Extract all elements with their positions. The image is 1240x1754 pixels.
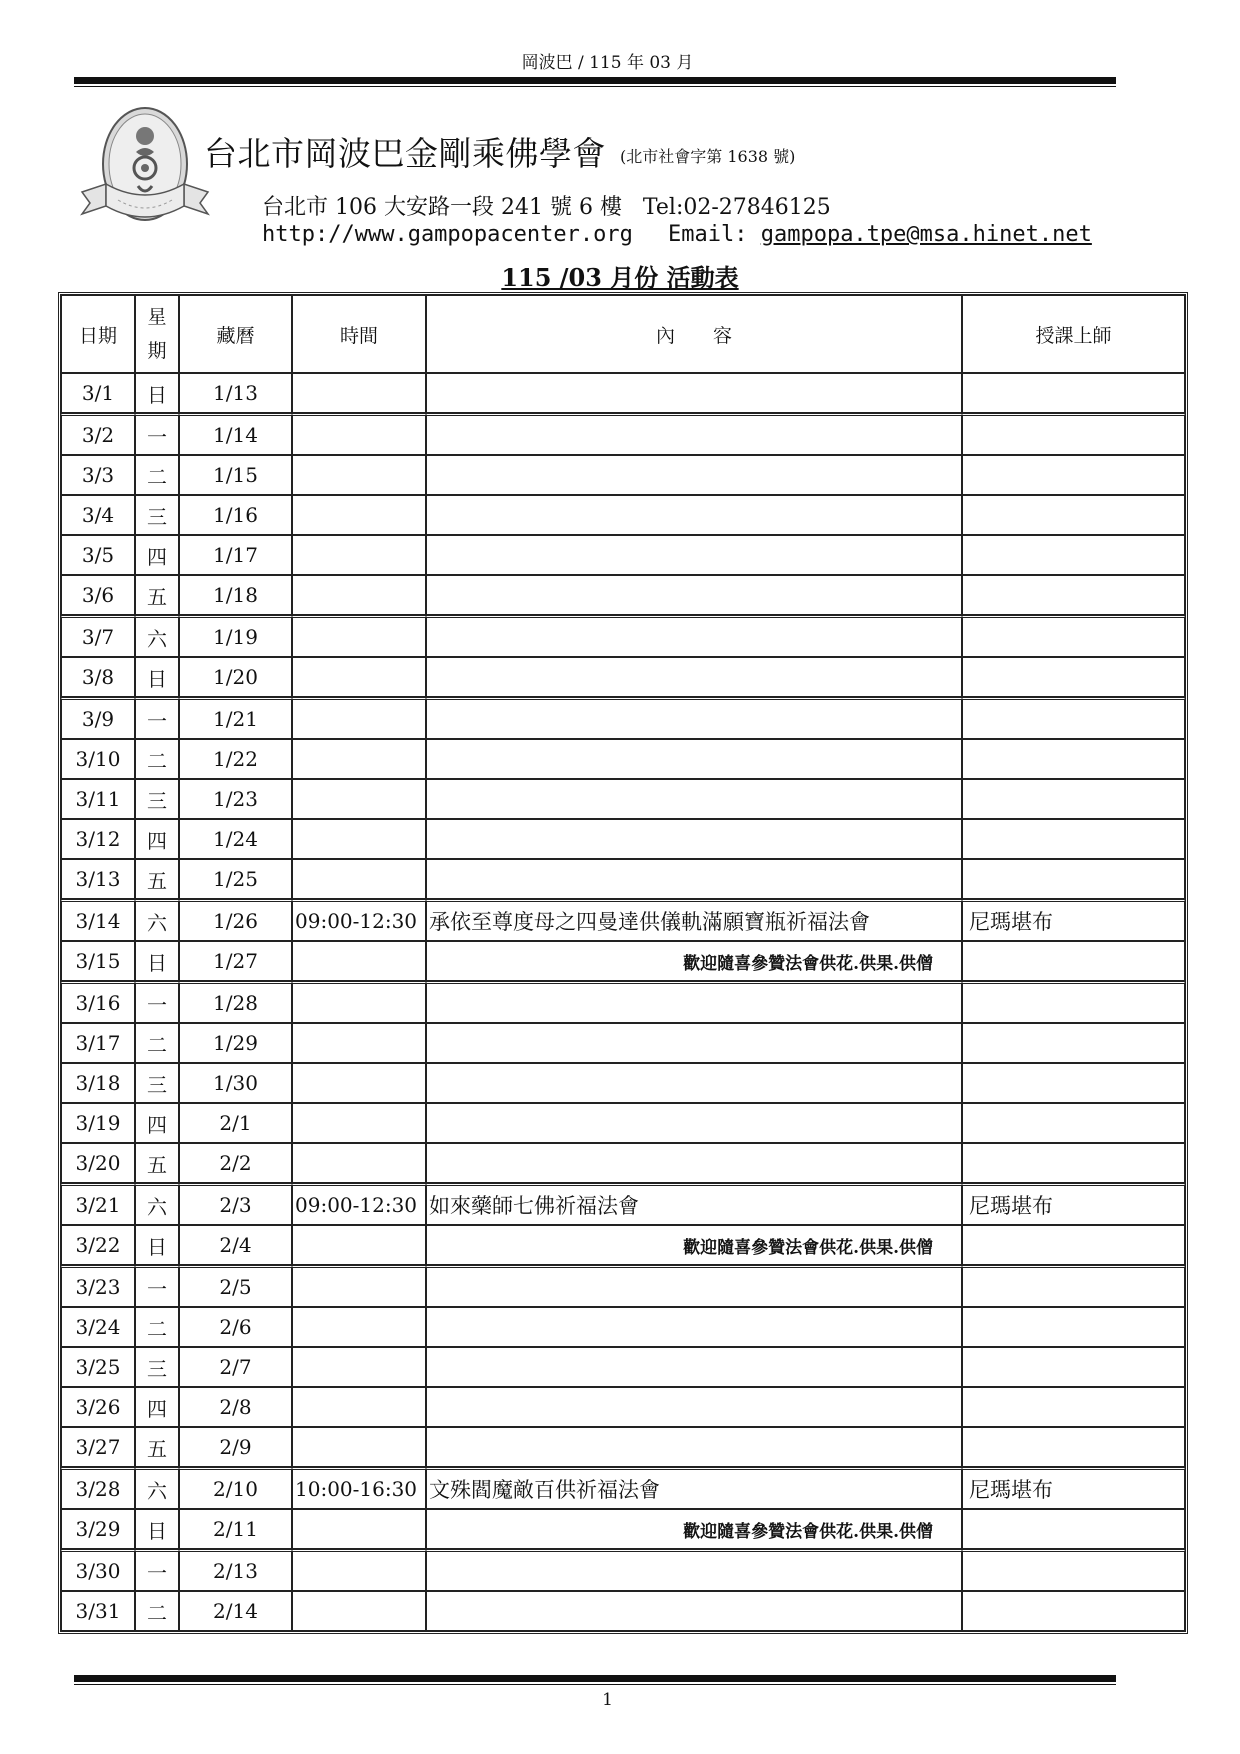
cell-time: [292, 1347, 426, 1387]
cell-date: 3/21: [61, 1183, 135, 1225]
cell-content: [426, 819, 962, 859]
cell-weekday: 一: [135, 413, 179, 455]
table-row: [61, 1225, 1185, 1265]
running-header: 岡波巴 / 115 年 03 月: [521, 53, 694, 73]
cell-teacher: [962, 739, 1185, 779]
cell-time: [292, 495, 426, 535]
table-row: [61, 941, 1185, 981]
col-header-weekday-bottom: 期: [147, 340, 167, 362]
cell-date: 3/31: [61, 1591, 135, 1631]
cell-weekday: 三: [135, 779, 179, 819]
cell-teacher: [962, 1063, 1185, 1103]
cell-teacher: 尼瑪堪布: [962, 899, 1185, 941]
schedule-title: [0, 258, 1240, 293]
table-row: [61, 1427, 1185, 1467]
cell-tibetan-date: 1/19: [179, 615, 292, 657]
cell-weekday: 二: [135, 455, 179, 495]
table-row: [61, 1549, 1185, 1591]
cell-content: 歡迎隨喜參贊法會供花.供果.供僧: [426, 1225, 962, 1265]
table-row: [61, 739, 1185, 779]
org-registration: (北市社會字第 1638 號): [620, 147, 796, 166]
cell-teacher: [962, 697, 1185, 739]
cell-date: 3/1: [61, 373, 135, 413]
cell-content: [426, 575, 962, 615]
cell-content: [426, 1549, 962, 1591]
cell-date: 3/8: [61, 657, 135, 697]
email-link[interactable]: gampopa.tpe@msa.hinet.net: [760, 222, 1092, 247]
cell-tibetan-date: 1/17: [179, 535, 292, 575]
cell-weekday: 六: [135, 1467, 179, 1509]
cell-weekday: 日: [135, 373, 179, 413]
cell-teacher: [962, 1023, 1185, 1063]
table-row: [61, 1103, 1185, 1143]
cell-tibetan-date: 2/14: [179, 1591, 292, 1631]
cell-date: 3/3: [61, 455, 135, 495]
cell-weekday: 三: [135, 495, 179, 535]
cell-content: [426, 1143, 962, 1183]
cell-teacher: [962, 1347, 1185, 1387]
cell-content: [426, 1307, 962, 1347]
cell-teacher: [962, 535, 1185, 575]
cell-content: [426, 739, 962, 779]
cell-content: [426, 495, 962, 535]
schedule-body: [61, 373, 1185, 1631]
table-row: [61, 413, 1185, 455]
cell-time: [292, 615, 426, 657]
cell-teacher: [962, 657, 1185, 697]
cell-teacher: [962, 1265, 1185, 1307]
cell-tibetan-date: 1/18: [179, 575, 292, 615]
table-row: [61, 1387, 1185, 1427]
cell-time: [292, 535, 426, 575]
table-row: [61, 859, 1185, 899]
cell-teacher: [962, 1549, 1185, 1591]
email-label: Email:: [668, 222, 761, 247]
table-row: [61, 899, 1185, 941]
table-row: [61, 1347, 1185, 1387]
cell-content: 歡迎隨喜參贊法會供花.供果.供僧: [426, 941, 962, 981]
cell-content: [426, 1591, 962, 1631]
cell-time: [292, 373, 426, 413]
cell-teacher: [962, 615, 1185, 657]
cell-tibetan-date: 2/5: [179, 1265, 292, 1307]
table-row: [61, 1063, 1185, 1103]
table-row: [61, 373, 1185, 413]
cell-teacher: [962, 373, 1185, 413]
cell-weekday: 日: [135, 941, 179, 981]
cell-weekday: 日: [135, 657, 179, 697]
cell-date: 3/24: [61, 1307, 135, 1347]
cell-tibetan-date: 2/13: [179, 1549, 292, 1591]
cell-date: 3/22: [61, 1225, 135, 1265]
cell-date: 3/30: [61, 1549, 135, 1591]
cell-tibetan-date: 1/24: [179, 819, 292, 859]
cell-content: [426, 615, 962, 657]
cell-tibetan-date: 1/27: [179, 941, 292, 981]
cell-time: [292, 1225, 426, 1265]
header-rule-thin: [74, 86, 1116, 87]
cell-weekday: 五: [135, 575, 179, 615]
cell-time: [292, 1143, 426, 1183]
cell-tibetan-date: 1/30: [179, 1063, 292, 1103]
cell-time: [292, 1549, 426, 1591]
cell-tibetan-date: 1/28: [179, 981, 292, 1023]
cell-content: [426, 1063, 962, 1103]
footer-rule: [74, 1675, 1116, 1682]
cell-tibetan-date: 2/10: [179, 1467, 292, 1509]
cell-content: 承依至尊度母之四曼達供儀軌滿願寶瓶祈福法會: [426, 899, 962, 941]
table-row: [61, 1591, 1185, 1631]
cell-content: [426, 779, 962, 819]
cell-tibetan-date: 2/3: [179, 1183, 292, 1225]
col-header-tibetan: 藏曆: [179, 295, 292, 373]
cell-weekday: 五: [135, 1427, 179, 1467]
cell-time: [292, 1591, 426, 1631]
cell-weekday: 二: [135, 1591, 179, 1631]
table-row: [61, 1143, 1185, 1183]
table-row: [61, 535, 1185, 575]
cell-tibetan-date: 2/2: [179, 1143, 292, 1183]
cell-teacher: [962, 1427, 1185, 1467]
cell-content: [426, 455, 962, 495]
table-header-row: [61, 295, 1185, 373]
col-header-weekday: [135, 295, 179, 373]
cell-date: 3/29: [61, 1509, 135, 1549]
cell-date: 3/4: [61, 495, 135, 535]
cell-time: [292, 739, 426, 779]
table-row: [61, 697, 1185, 739]
cell-content: [426, 535, 962, 575]
cell-tibetan-date: 1/20: [179, 657, 292, 697]
header-rule: [74, 77, 1116, 84]
cell-teacher: [962, 495, 1185, 535]
cell-date: 3/17: [61, 1023, 135, 1063]
cell-weekday: 四: [135, 1387, 179, 1427]
cell-weekday: 一: [135, 1265, 179, 1307]
cell-weekday: 六: [135, 1183, 179, 1225]
cell-time: 10:00-16:30: [292, 1467, 426, 1509]
cell-time: [292, 575, 426, 615]
cell-weekday: 一: [135, 1549, 179, 1591]
cell-teacher: [962, 859, 1185, 899]
cell-time: [292, 657, 426, 697]
dharma-seal-logo-icon: [78, 106, 212, 228]
col-header-time: 時間: [292, 295, 426, 373]
table-row: [61, 1265, 1185, 1307]
cell-time: [292, 1509, 426, 1549]
table-row: [61, 1509, 1185, 1549]
table-row: [61, 657, 1185, 697]
cell-time: [292, 859, 426, 899]
cell-time: [292, 941, 426, 981]
cell-tibetan-date: 1/21: [179, 697, 292, 739]
cell-time: [292, 1265, 426, 1307]
org-email: [668, 222, 1092, 247]
cell-time: [292, 1307, 426, 1347]
cell-tibetan-date: 1/13: [179, 373, 292, 413]
cell-content: [426, 697, 962, 739]
cell-weekday: 二: [135, 1307, 179, 1347]
cell-tibetan-date: 1/25: [179, 859, 292, 899]
cell-tibetan-date: 2/9: [179, 1427, 292, 1467]
cell-date: 3/23: [61, 1265, 135, 1307]
cell-content: [426, 1427, 962, 1467]
cell-time: 09:00-12:30: [292, 899, 426, 941]
cell-date: 3/9: [61, 697, 135, 739]
cell-teacher: [962, 1103, 1185, 1143]
table-row: [61, 981, 1185, 1023]
org-address-tel: 台北市 106 大安路一段 241 號 6 樓 Tel:02-27846125: [262, 195, 831, 220]
table-row: [61, 575, 1185, 615]
cell-content: [426, 1347, 962, 1387]
page-number: 1: [602, 1690, 613, 1710]
cell-weekday: 五: [135, 859, 179, 899]
cell-teacher: [962, 575, 1185, 615]
cell-date: 3/28: [61, 1467, 135, 1509]
table-row: [61, 615, 1185, 657]
cell-date: 3/16: [61, 981, 135, 1023]
schedule-title-text: 115 /03 月份 活動表: [501, 263, 739, 292]
cell-teacher: [962, 819, 1185, 859]
cell-weekday: 一: [135, 981, 179, 1023]
cell-time: 09:00-12:30: [292, 1183, 426, 1225]
cell-weekday: 二: [135, 739, 179, 779]
cell-content: [426, 1387, 962, 1427]
org-website[interactable]: http://www.gampopacenter.org: [262, 222, 633, 247]
table-row: [61, 1307, 1185, 1347]
cell-date: 3/6: [61, 575, 135, 615]
cell-date: 3/10: [61, 739, 135, 779]
cell-weekday: 五: [135, 1143, 179, 1183]
cell-tibetan-date: 2/7: [179, 1347, 292, 1387]
cell-teacher: [962, 779, 1185, 819]
cell-time: [292, 819, 426, 859]
cell-tibetan-date: 2/6: [179, 1307, 292, 1347]
cell-tibetan-date: 1/26: [179, 899, 292, 941]
cell-date: 3/2: [61, 413, 135, 455]
cell-teacher: [962, 1307, 1185, 1347]
cell-time: [292, 1103, 426, 1143]
cell-time: [292, 1427, 426, 1467]
cell-weekday: 四: [135, 1103, 179, 1143]
cell-time: [292, 455, 426, 495]
table-row: [61, 779, 1185, 819]
cell-content: [426, 1023, 962, 1063]
cell-time: [292, 413, 426, 455]
cell-date: 3/12: [61, 819, 135, 859]
cell-content: 歡迎隨喜參贊法會供花.供果.供僧: [426, 1509, 962, 1549]
cell-tibetan-date: 2/1: [179, 1103, 292, 1143]
cell-content: [426, 413, 962, 455]
table-row: [61, 1467, 1185, 1509]
cell-tibetan-date: 2/8: [179, 1387, 292, 1427]
cell-date: 3/20: [61, 1143, 135, 1183]
cell-teacher: [962, 1591, 1185, 1631]
cell-tibetan-date: 1/22: [179, 739, 292, 779]
cell-teacher: [962, 941, 1185, 981]
cell-date: 3/18: [61, 1063, 135, 1103]
cell-teacher: [962, 1225, 1185, 1265]
cell-content: 文殊閻魔敵百供祈福法會: [426, 1467, 962, 1509]
cell-date: 3/11: [61, 779, 135, 819]
col-header-content: 內 容: [426, 295, 962, 373]
footer-rule-thin: [74, 1684, 1116, 1685]
org-name: 台北市岡波巴金剛乘佛學會: [204, 134, 606, 173]
cell-weekday: 日: [135, 1509, 179, 1549]
col-header-teacher: 授課上師: [962, 295, 1185, 373]
cell-weekday: 三: [135, 1063, 179, 1103]
cell-content: [426, 1265, 962, 1307]
cell-tibetan-date: 1/16: [179, 495, 292, 535]
cell-time: [292, 779, 426, 819]
cell-tibetan-date: 1/29: [179, 1023, 292, 1063]
cell-teacher: [962, 1509, 1185, 1549]
cell-time: [292, 1063, 426, 1103]
schedule-table: [58, 292, 1188, 1634]
cell-time: [292, 981, 426, 1023]
cell-date: 3/7: [61, 615, 135, 657]
cell-weekday: 二: [135, 1023, 179, 1063]
cell-weekday: 四: [135, 819, 179, 859]
cell-time: [292, 697, 426, 739]
table-row: [61, 455, 1185, 495]
col-header-weekday-top: 星: [147, 306, 167, 328]
cell-tibetan-date: 2/11: [179, 1509, 292, 1549]
cell-weekday: 六: [135, 899, 179, 941]
cell-teacher: 尼瑪堪布: [962, 1467, 1185, 1509]
cell-date: 3/14: [61, 899, 135, 941]
cell-date: 3/5: [61, 535, 135, 575]
col-header-date: 日期: [61, 295, 135, 373]
cell-content: [426, 373, 962, 413]
cell-teacher: [962, 1143, 1185, 1183]
cell-teacher: [962, 1387, 1185, 1427]
table-row: [61, 495, 1185, 535]
cell-weekday: 三: [135, 1347, 179, 1387]
cell-time: [292, 1023, 426, 1063]
cell-date: 3/25: [61, 1347, 135, 1387]
cell-content: [426, 859, 962, 899]
cell-tibetan-date: 1/23: [179, 779, 292, 819]
cell-date: 3/19: [61, 1103, 135, 1143]
table-row: [61, 819, 1185, 859]
cell-weekday: 日: [135, 1225, 179, 1265]
table-row: [61, 1023, 1185, 1063]
cell-date: 3/15: [61, 941, 135, 981]
cell-tibetan-date: 2/4: [179, 1225, 292, 1265]
cell-date: 3/13: [61, 859, 135, 899]
cell-content: [426, 657, 962, 697]
cell-time: [292, 1387, 426, 1427]
cell-weekday: 一: [135, 697, 179, 739]
cell-teacher: 尼瑪堪布: [962, 1183, 1185, 1225]
cell-content: [426, 1103, 962, 1143]
cell-teacher: [962, 413, 1185, 455]
cell-weekday: 四: [135, 535, 179, 575]
cell-date: 3/26: [61, 1387, 135, 1427]
cell-tibetan-date: 1/14: [179, 413, 292, 455]
cell-content: [426, 981, 962, 1023]
cell-teacher: [962, 981, 1185, 1023]
cell-date: 3/27: [61, 1427, 135, 1467]
table-row: [61, 1183, 1185, 1225]
cell-teacher: [962, 455, 1185, 495]
cell-tibetan-date: 1/15: [179, 455, 292, 495]
cell-weekday: 六: [135, 615, 179, 657]
cell-content: 如來藥師七佛祈福法會: [426, 1183, 962, 1225]
